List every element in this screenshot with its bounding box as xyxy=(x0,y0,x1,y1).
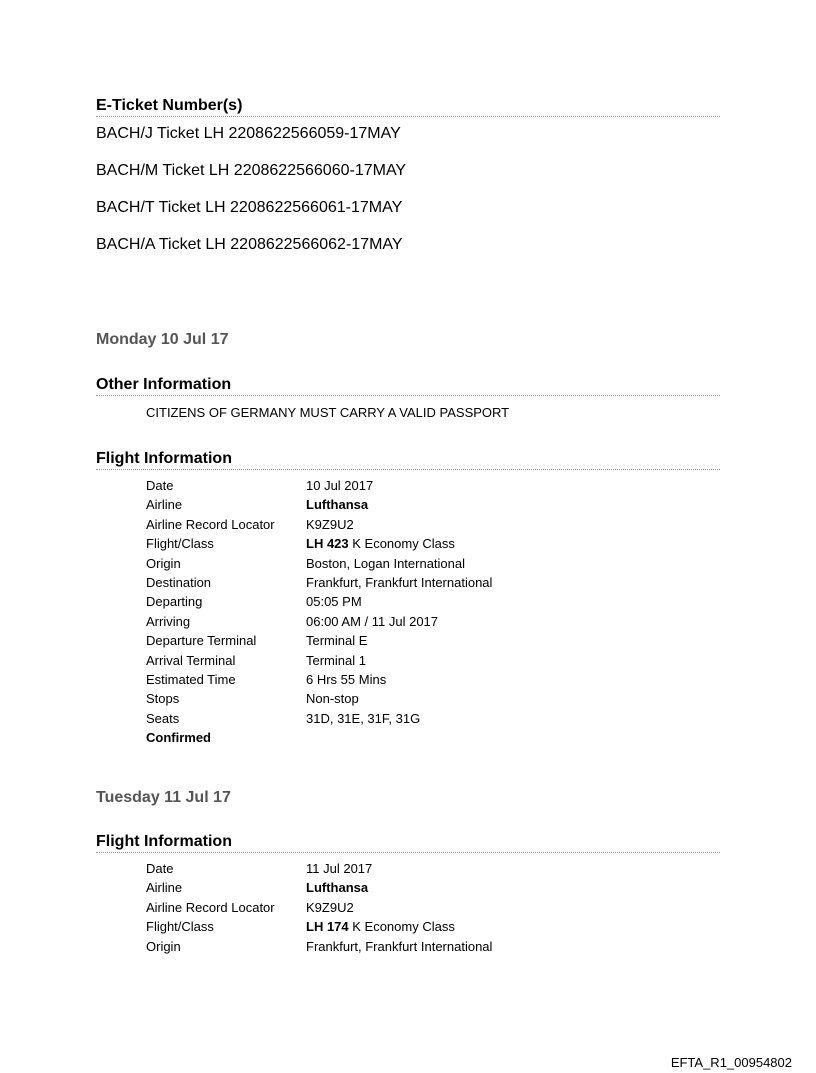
detail-row xyxy=(146,917,492,936)
detail-label: Estimated Time xyxy=(146,671,236,687)
detail-value: 06:00 AM / 11 Jul 2017 xyxy=(306,613,439,629)
detail-value: 11 Jul 2017 xyxy=(306,861,373,876)
detail-label: Date xyxy=(146,478,174,493)
ticket-line: BACH/M Ticket LH 2208622566060-17MAY xyxy=(96,162,407,179)
detail-row xyxy=(146,612,492,631)
detail-label: Departing xyxy=(146,594,203,610)
flight-class: K Economy Class xyxy=(348,536,455,552)
detail-value: Terminal E xyxy=(306,633,368,649)
flight-info-heading: Flight Information xyxy=(96,450,720,470)
eticket-heading: E-Ticket Number(s) xyxy=(96,97,720,117)
detail-row xyxy=(146,631,492,650)
detail-row xyxy=(146,573,492,592)
detail-row xyxy=(146,898,492,917)
detail-row xyxy=(146,515,492,534)
detail-value: Frankfurt, Frankfurt International xyxy=(306,574,493,590)
flight-number: LH 423 xyxy=(306,536,349,552)
detail-label: Destination xyxy=(146,574,212,590)
detail-label: Seats xyxy=(146,710,180,726)
detail-label: Departure Terminal xyxy=(146,633,257,649)
detail-row xyxy=(146,651,492,670)
detail-label: Origin xyxy=(146,938,181,954)
detail-row xyxy=(146,937,492,956)
detail-label: Airline Record Locator xyxy=(146,516,275,532)
detail-label: Arriving xyxy=(146,613,191,629)
other-info-text: CITIZENS OF GERMANY MUST CARRY A VALID PASSPORT xyxy=(146,405,510,420)
flight-details xyxy=(146,859,492,956)
detail-row xyxy=(146,728,492,747)
detail-value: Terminal 1 xyxy=(306,652,366,668)
detail-row xyxy=(146,554,492,573)
detail-label: Date xyxy=(146,861,174,876)
detail-label: Airline xyxy=(146,497,183,513)
flight-class: K Economy Class xyxy=(348,919,455,935)
detail-value: Lufthansa xyxy=(306,880,369,896)
other-info-heading: Other Information xyxy=(96,376,720,396)
detail-row xyxy=(146,592,492,611)
detail-label: Stops xyxy=(146,691,180,707)
detail-value: 05:05 PM xyxy=(306,594,362,610)
detail-row xyxy=(146,476,492,495)
detail-label: Airline xyxy=(146,880,183,896)
ticket-line: BACH/A Ticket LH 2208622566062-17MAY xyxy=(96,236,403,253)
detail-value: K9Z9U2 xyxy=(306,899,354,915)
flight-details xyxy=(146,476,492,747)
detail-row xyxy=(146,534,492,553)
flight-number: LH 174 xyxy=(306,919,349,935)
detail-row xyxy=(146,709,492,728)
detail-value: 6 Hrs 55 Mins xyxy=(306,671,387,687)
detail-row xyxy=(146,495,492,514)
detail-row xyxy=(146,670,492,689)
day-title: Monday 10 Jul 17 xyxy=(96,331,229,348)
detail-value: Frankfurt, Frankfurt International xyxy=(306,938,493,954)
detail-row xyxy=(146,859,492,878)
detail-row xyxy=(146,878,492,897)
detail-value: 10 Jul 2017 xyxy=(306,478,374,493)
detail-value: Non-stop xyxy=(306,691,359,707)
detail-label: Airline Record Locator xyxy=(146,899,275,915)
ticket-line: BACH/J Ticket LH 2208622566059-17MAY xyxy=(96,125,401,142)
flight-info-heading: Flight Information xyxy=(96,833,720,853)
day-title: Tuesday 11 Jul 17 xyxy=(96,789,231,806)
document-id: EFTA_R1_00954802 xyxy=(670,1055,792,1070)
detail-value xyxy=(306,534,455,553)
detail-value: Boston, Logan International xyxy=(306,555,466,571)
detail-value: 31D, 31E, 31F, 31G xyxy=(306,710,421,726)
detail-row xyxy=(146,689,492,708)
detail-label: Origin xyxy=(146,555,181,571)
detail-label: Flight/Class xyxy=(146,536,214,552)
detail-value: Lufthansa xyxy=(306,497,369,513)
ticket-line: BACH/T Ticket LH 2208622566061-17MAY xyxy=(96,199,403,216)
booking-status: Confirmed xyxy=(146,730,211,746)
detail-label: Flight/Class xyxy=(146,919,214,935)
detail-value: K9Z9U2 xyxy=(306,516,354,532)
detail-value xyxy=(306,917,455,936)
detail-label: Arrival Terminal xyxy=(146,652,236,668)
